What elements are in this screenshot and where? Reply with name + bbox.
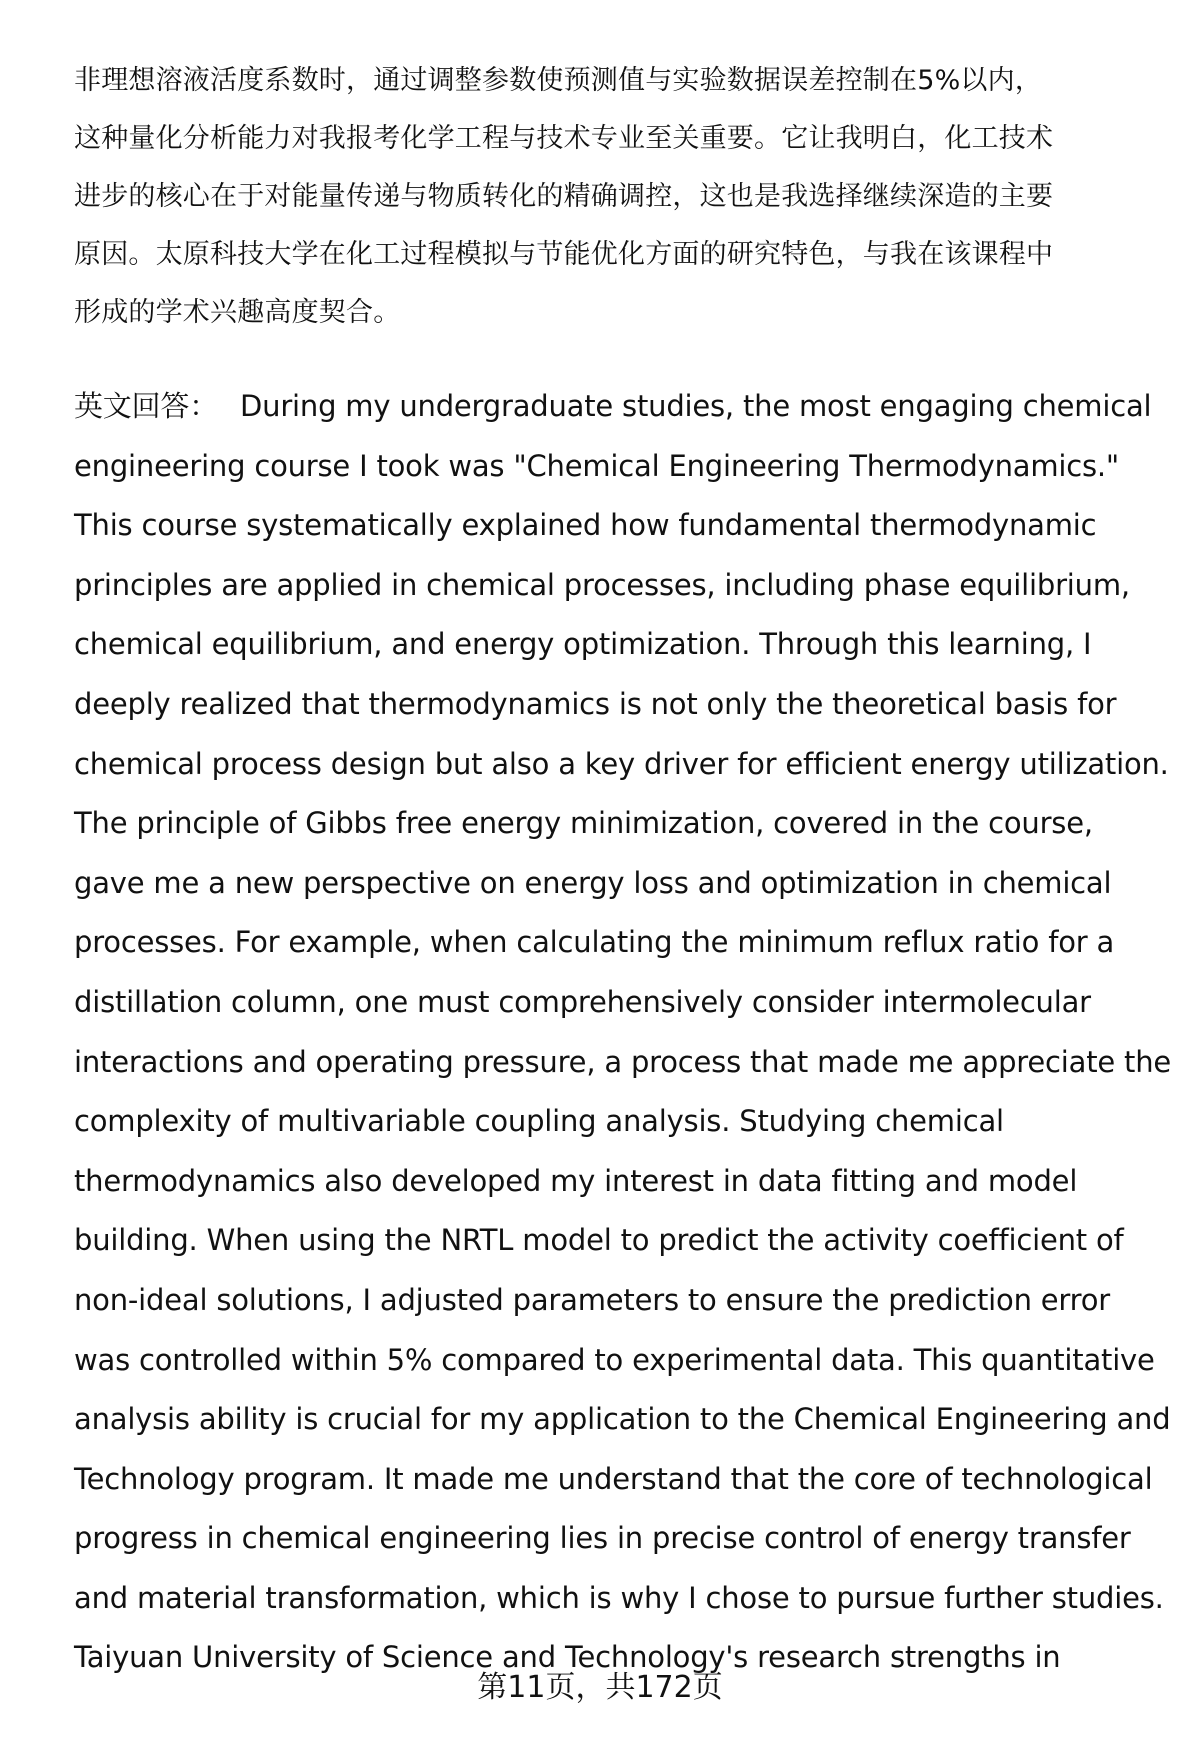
chinese-answer-paragraph [74,52,1154,342]
paragraph-line: principles are applied in chemical processes, including phase equilibrium, [74,567,1130,602]
paragraph-line: building. When using the NRTL model to predict the activity coefficient of [74,1223,1124,1258]
paragraph-line: Technology program. It made me understand that the core of technological [74,1461,1153,1496]
paragraph-line: 进步的核心在于对能量传递与物质转化的精确调控，这也是我选择继续深造的主要 [74,181,1054,212]
paragraph-line: engineering course I took was "Chemical Engineering Thermodynamics." [74,448,1120,483]
paragraph-line: distillation column, one must comprehensively consider intermolecular [74,984,1091,1019]
paragraph-line: progress in chemical engineering lies in precise control of energy transfer [74,1521,1131,1556]
paragraph-line: chemical equilibrium, and energy optimization. Through this learning, I [74,627,1092,662]
paragraph-line: chemical process design but also a key driver for efficient energy utilization. [74,746,1169,781]
paragraph-line: non-ideal solutions, I adjusted parameters to ensure the prediction error [74,1282,1110,1317]
paragraph-line: interactions and operating pressure, a process that made me appreciate the [74,1044,1172,1079]
paragraph-line: gave me a new perspective on energy loss and optimization in chemical [74,865,1112,900]
paragraph-line: This course systematically explained how fundamental thermodynamic [74,508,1097,543]
paragraph-line: 这种量化分析能力对我报考化学工程与技术专业至关重要。它让我明白，化工技术 [74,123,1054,154]
paragraph-line: was controlled within 5% compared to experimental data. This quantitative [74,1342,1155,1377]
english-answer-label: 英文回答： [74,389,219,423]
paragraph-line: Taiyuan University of Science and Technology's research strengths in [74,1640,1061,1675]
paragraph-line: and material transformation, which is why I chose to pursue further studies. [74,1580,1164,1615]
paragraph-line [74,377,1164,437]
paragraph-line: complexity of multivariable coupling analysis. Studying chemical [74,1104,1004,1139]
paragraph-line: thermodynamics also developed my interest in data fitting and model [74,1163,1078,1198]
english-answer-paragraph [74,377,1172,1688]
paragraph-line: analysis ability is crucial for my application to the Chemical Engineering and [74,1402,1171,1437]
paragraph-line: 非理想溶液活度系数时，通过调整参数使预测值与实验数据误差控制在5%以内， [74,65,1043,96]
paragraph-line: The principle of Gibbs free energy minimization, covered in the course, [74,806,1093,841]
paragraph-line: 原因。太原科技大学在化工过程模拟与节能优化方面的研究特色，与我在该课程中 [74,239,1054,270]
paragraph-line: 形成的学术兴趣高度契合。 [74,297,401,328]
paragraph-line-text: During my undergraduate studies, the most engaging chemical [240,389,1152,423]
paragraph-line: deeply realized that thermodynamics is not only the theoretical basis for [74,686,1117,721]
paragraph-line: processes. For example, when calculating the minimum reflux ratio for a [74,925,1115,960]
page-number-footer: 第11页，共172页 [477,1670,723,1705]
